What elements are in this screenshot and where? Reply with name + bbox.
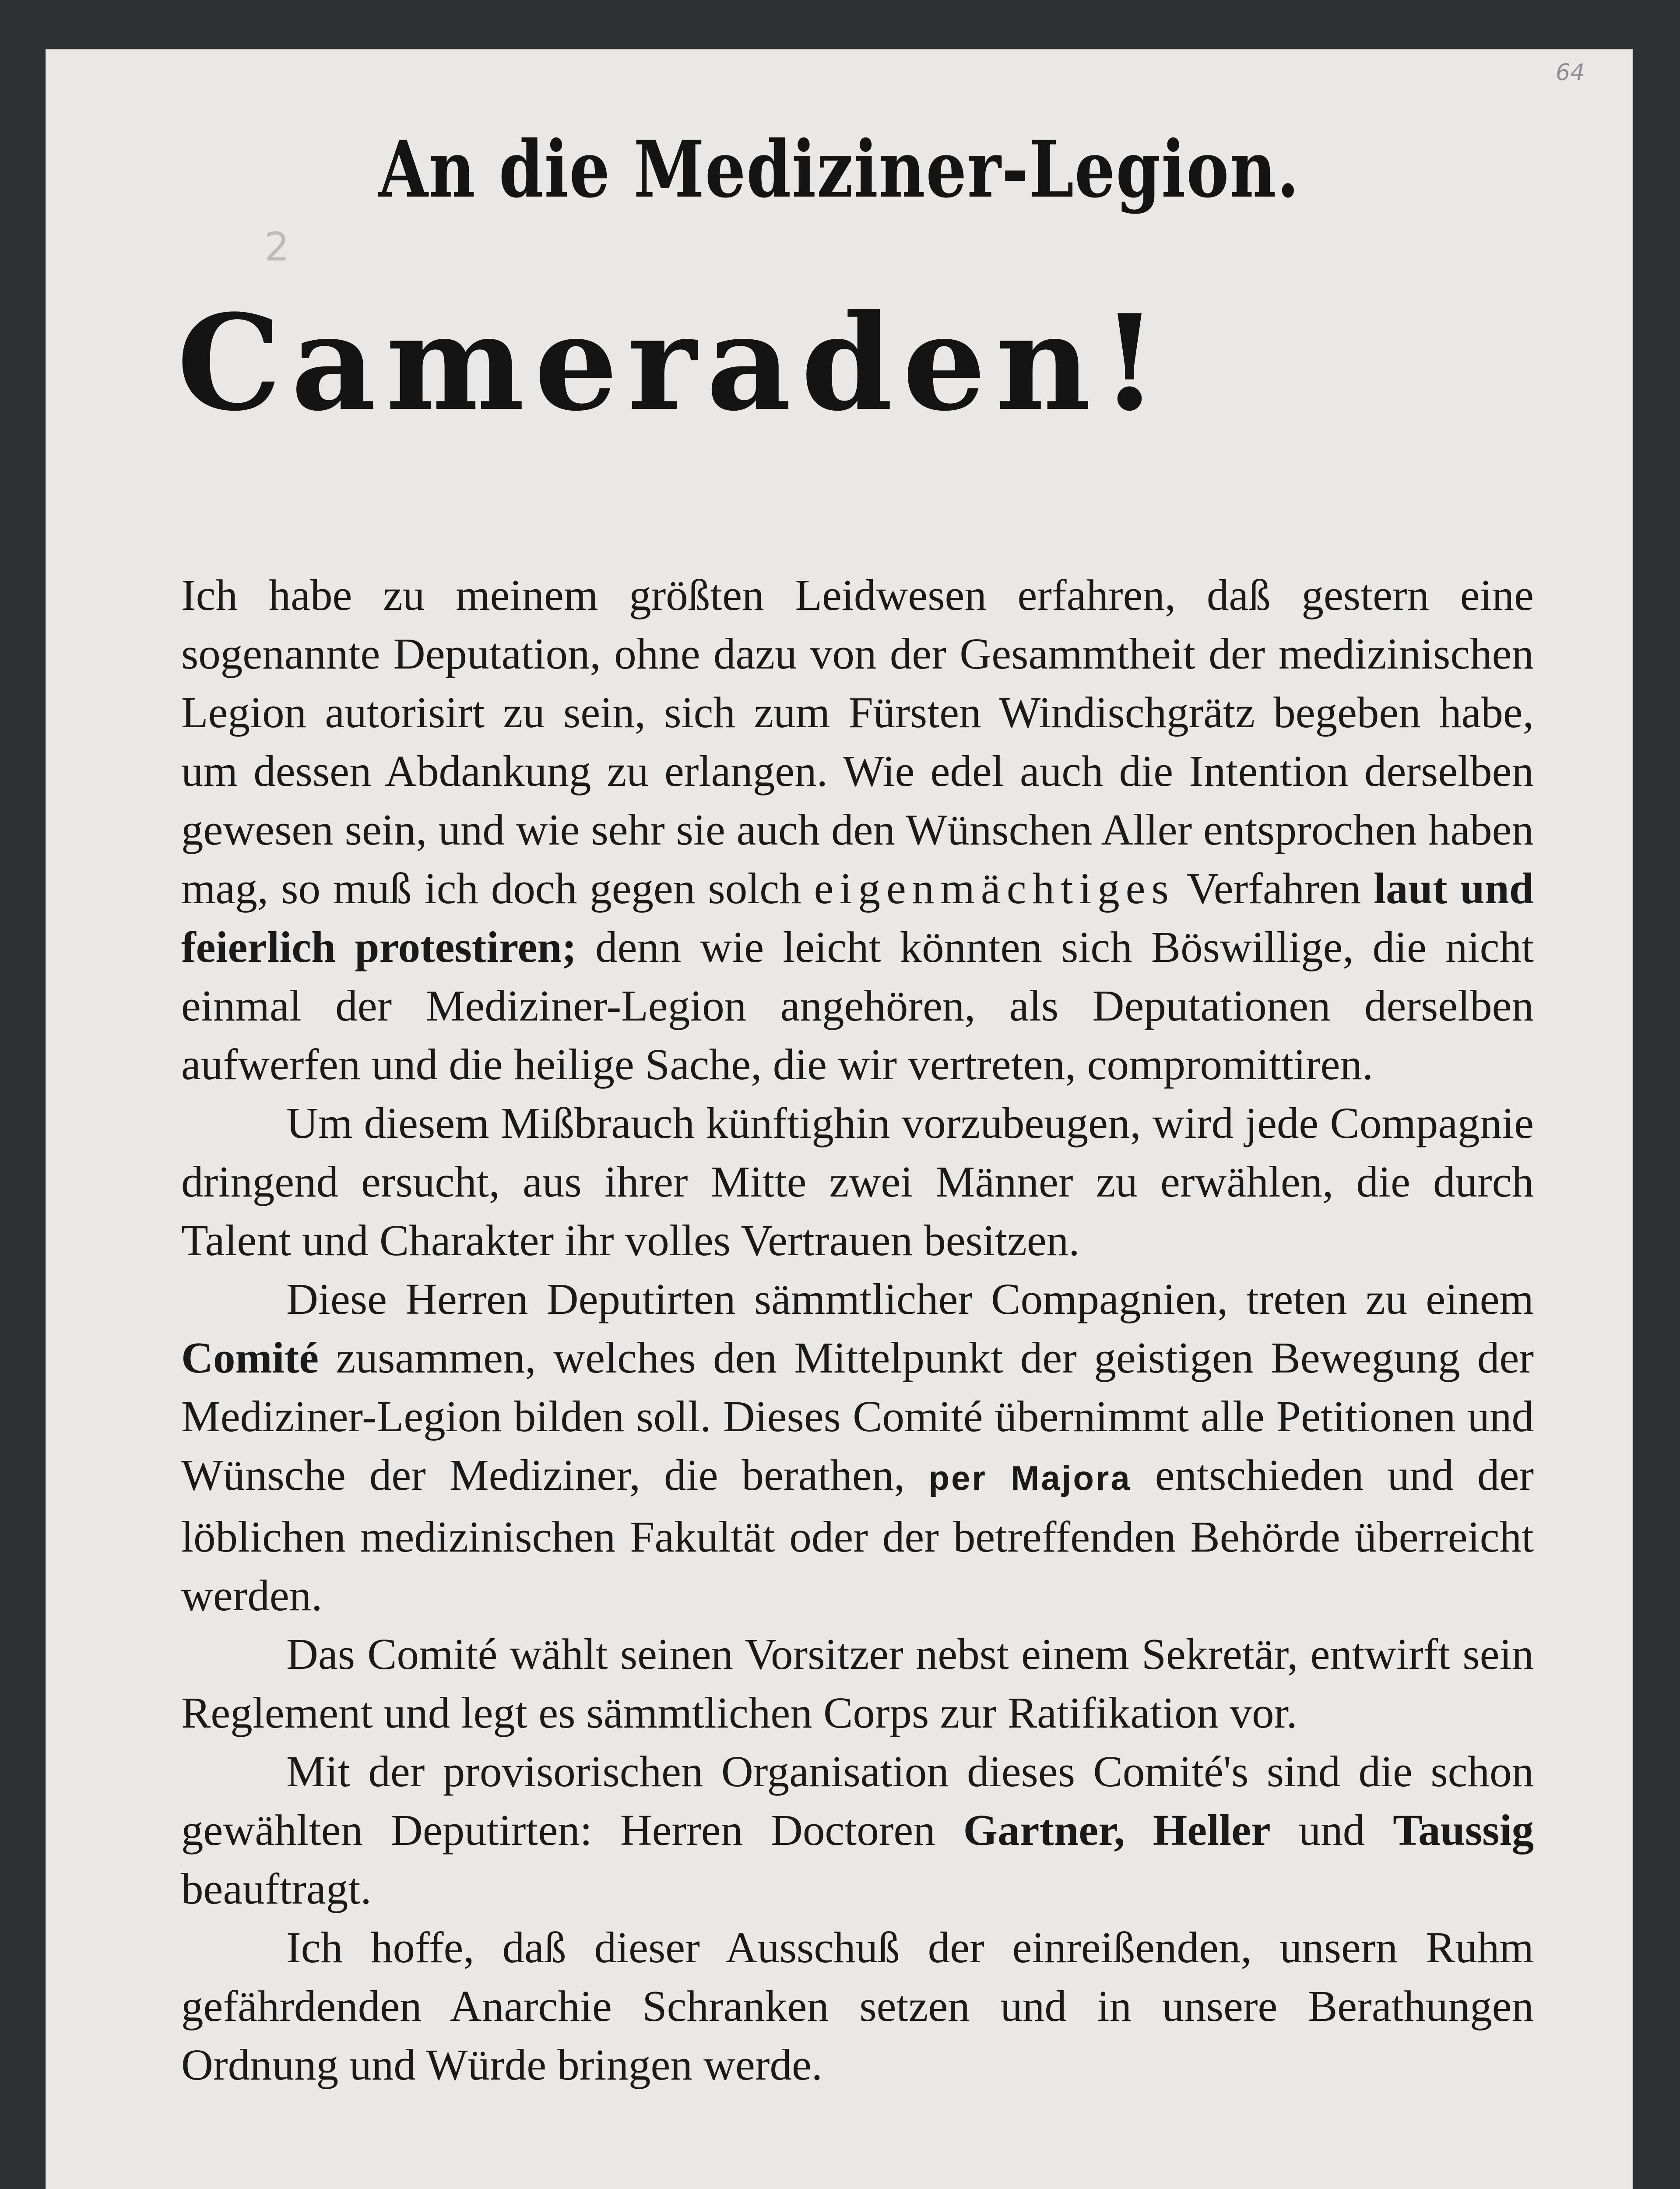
emphasized-protest: laut und feierlich protestiren; [181,864,1534,971]
paragraph-chair: Das Comité wählt seinen Vorsitzer nebst einem Sekretär, entwirft sein Reglement und legt es sämmtlichen Corps zur Ratifikation vor. [181,1629,1534,1737]
pencil-mark: 2 [264,224,290,270]
deputy-name-taussig: Taussig [1393,1805,1534,1855]
paragraph-text: Mit der provisorischen Organisation dieses Comité's sind die schon gewählten Deputirten: Herren Doctoren [181,1747,1534,1855]
paragraph-protest [181,566,1534,1094]
paragraph-text: beauftragt. [181,1864,372,1913]
paragraph-hope: Ich hoffe, daß dieser Ausschuß der einreißenden, unsern Ruhm gefährdenden Anarchie Schranken setzen und in unsere Berathungen Ordnung und Würde bringen werde. [181,1923,1534,2089]
paragraph-text: denn wie leicht könnten sich Böswillige, die nicht einmal der Mediziner-Legion angehören, als Deputationen derselben aufwerfen und die heilige Sache, die wir vertreten, compromittiren. [181,922,1534,1089]
emphasized-spaced-word: eigenmächtiges [814,864,1175,913]
poster-sheet [46,49,1633,2189]
paragraph-committee [181,1270,1534,1625]
emphasized-comite: Comité [181,1333,319,1382]
salutation: Cameraden! [177,285,1168,440]
poster-heading: An die Mediziner-Legion. [378,123,1300,215]
paragraph-text: und [1270,1805,1393,1855]
deputy-names: Gartner, Heller [963,1805,1271,1855]
paragraph-text: zusammen, welches den Mittelpunkt der geistigen Bewegung der Mediziner-Legion bilden soll. Dieses Comité übernimmt alle Petitionen und Wünsche der Mediziner, die berathen, [181,1333,1534,1499]
per-majora: per Majora [928,1459,1132,1497]
paragraph-text: entschieden und der löblichen medizinischen Fakultät oder der betreffenden Behörde überreicht werden. [181,1450,1534,1620]
paragraph-text: Ich habe zu meinem größten Leidwesen erfahren, daß gestern eine sogenannte Deputation, ohne dazu von der Gesammtheit der medizinischen Legion autorisirt zu sein, sich zum Fürsten Windischgrätz begeben habe, um dessen Abdankung zu erlangen. Wie edel auch die Intention derselben gewesen sein, und wie sehr sie auch den Wünschen Aller entsprochen haben mag, so muß ich doch gegen solch [181,570,1534,913]
paragraph-text: Diese Herren Deputirten sämmtlicher Compagnien, treten zu einem [286,1274,1534,1323]
proclamation-body [181,566,1534,2094]
paragraph-deputies [181,1742,1534,1918]
archive-number: 64 [1556,60,1585,86]
paragraph-election: Um diesem Mißbrauch künftighin vorzubeugen, wird jede Compagnie dringend ersucht, aus ihrer Mitte zwei Männer zu erwählen, die durch Talent und Charakter ihr volles Vertrauen besitzen. [181,1098,1534,1265]
paragraph-text: Verfahren [1174,864,1374,913]
